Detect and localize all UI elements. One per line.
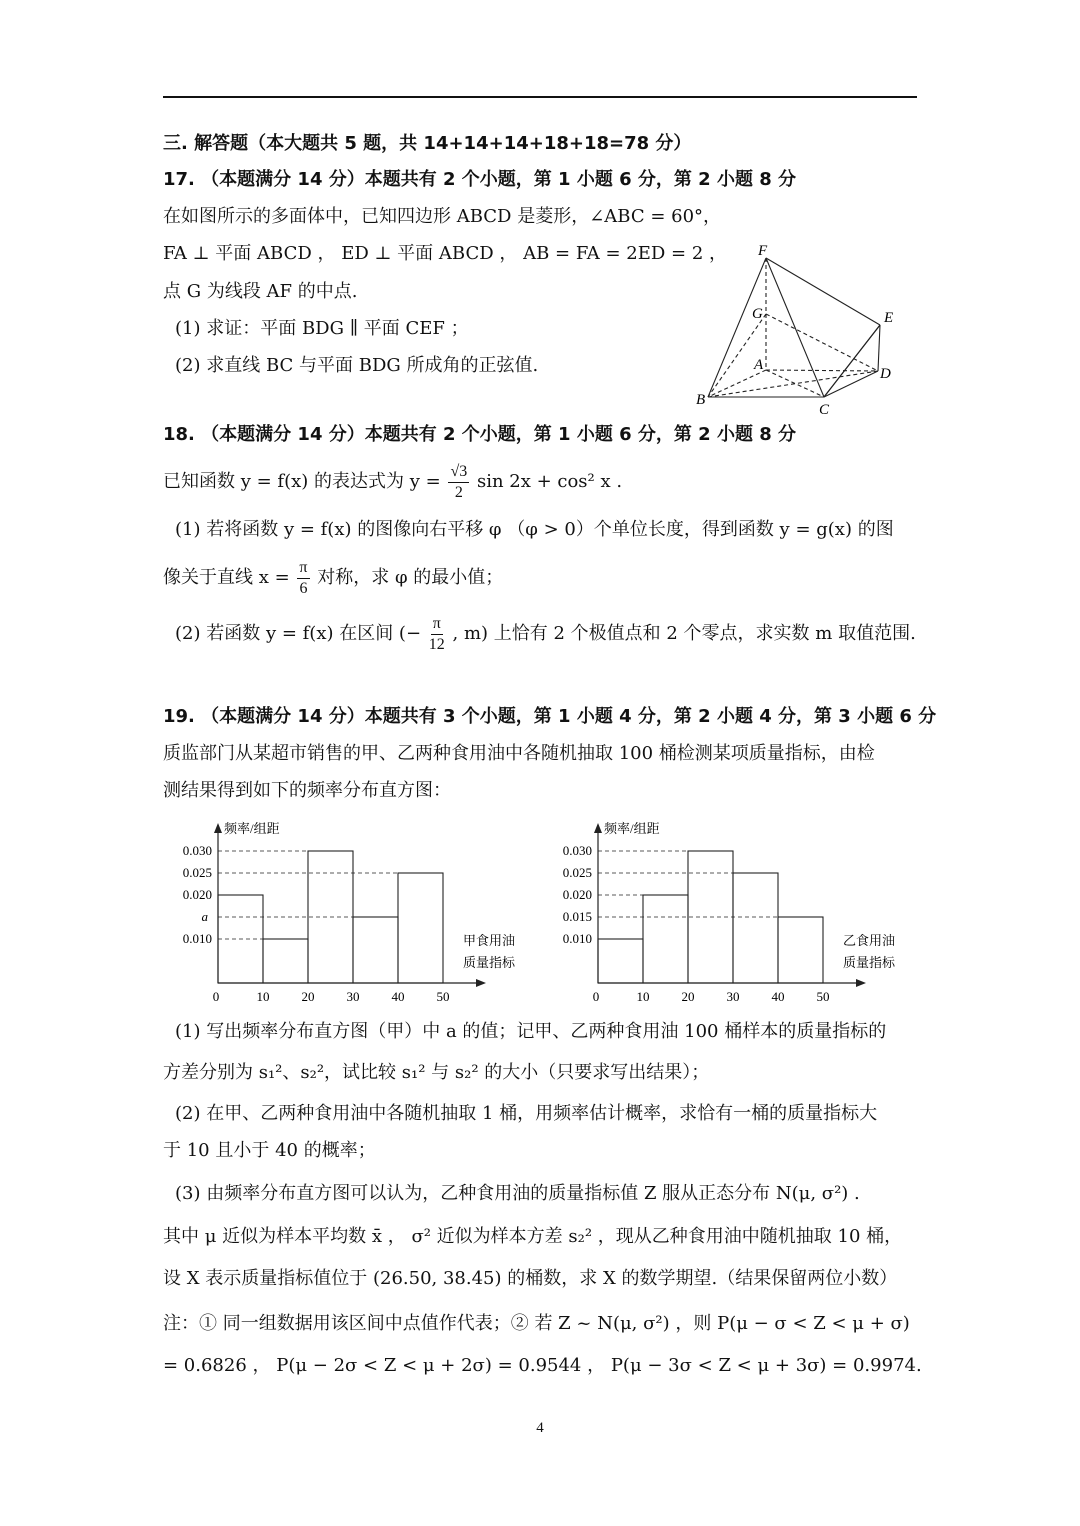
histogram-bar <box>778 917 823 983</box>
q17-line1: 在如图所示的多面体中，已知四边形 ABCD 是菱形，∠ABC = 60°， <box>163 206 722 227</box>
q19-part1-line2: 方差分别为 s₁²、s₂²，试比较 s₁² 与 s₂² 的大小（只要求写出结果）； <box>163 1062 710 1083</box>
x-tick-label: 20 <box>301 989 315 1004</box>
q18-intro-a: 已知函数 y = f(x) 的表达式为 y = <box>163 471 441 492</box>
y-tick-label: 0.010 <box>182 931 212 946</box>
q18-header: 18. （本题满分 14 分）本题共有 2 个小题，第 1 小题 6 分，第 2 小题 8 分 <box>163 424 797 445</box>
q19-part2-line2: 于 10 且小于 40 的概率； <box>163 1140 376 1161</box>
label-E: E <box>884 310 894 326</box>
label-G: G <box>752 306 763 322</box>
pi12-num: π <box>431 614 443 635</box>
y-tick-label: 0.015 <box>562 909 592 924</box>
x-axis-label-line1: 甲食用油 <box>463 933 516 948</box>
y-axis-label: 频率/组距 <box>604 821 660 836</box>
q19-note-line2: = 0.6826 ， P(μ − 2σ < Z < μ + 2σ) = 0.9544 ， P(μ − 3σ < Z < μ + 3σ) = 0.9974. <box>163 1355 922 1376</box>
q17-part1: (1) 求证：平面 BDG ∥ 平面 CEF ； <box>175 318 469 339</box>
q18-part1-line2 <box>163 556 503 600</box>
pi-num: π <box>297 558 309 579</box>
q18-part2 <box>175 612 916 656</box>
histogram-yi <box>550 815 910 1010</box>
q17-line2: FA ⊥ 平面 ABCD ， ED ⊥ 平面 ABCD ， AB = FA = 2ED = 2 ， <box>163 243 728 264</box>
y-tick-label: 0.025 <box>562 865 592 880</box>
page-number: 4 <box>536 1420 544 1436</box>
q19-part2-line1: (2) 在甲、乙两种食用油中各随机抽取 1 桶，用频率估计概率，求恰有一桶的质量指标大 <box>175 1103 878 1124</box>
y-axis-label: 频率/组距 <box>224 821 280 836</box>
x-axis-label-line2: 质量指标 <box>843 955 896 970</box>
y-axis-arrow <box>214 823 222 833</box>
y-tick-label: 0.025 <box>182 865 212 880</box>
label-A: A <box>754 357 764 373</box>
label-F: F <box>758 243 768 259</box>
q19-note-line1: 注：① 同一组数据用该区间中点值作代表；② 若 Z ~ N(μ, σ²) ，则 P(μ − σ < Z < μ + σ) <box>163 1313 910 1334</box>
q18-intro <box>163 460 622 504</box>
histogram-bar <box>398 873 443 983</box>
label-B: B <box>696 392 706 408</box>
histogram-bar <box>353 917 398 983</box>
section-title: 三. 解答题（本大题共 5 题，共 14+14+14+18+18=78 分） <box>163 133 692 154</box>
histogram-bar <box>733 873 778 983</box>
q19-header: 19. （本题满分 14 分）本题共有 3 个小题，第 1 小题 4 分，第 2 小题 4 分，第 3 小题 6 分 <box>163 706 937 727</box>
q18-part1-line2-b: 对称，求 φ 的最小值； <box>317 567 504 588</box>
x-tick-label: 0 <box>592 989 600 1004</box>
x-tick-label: 20 <box>681 989 695 1004</box>
histogram-bar <box>598 939 643 983</box>
q17-line3: 点 G 为线段 AF 的中点. <box>163 281 358 302</box>
q18-part1-line1: (1) 若将函数 y = f(x) 的图像向右平移 φ （φ > 0）个单位长度，得到函数 y = g(x) 的图 <box>175 519 894 540</box>
y-tick-label: 0.020 <box>562 887 592 902</box>
q19-part3-line1: (3) 由频率分布直方图可以认为，乙种食用油的质量指标值 Z 服从正态分布 N(μ, σ²) . <box>175 1183 860 1204</box>
histogram-bar <box>643 895 688 983</box>
x-tick-label: 40 <box>771 989 785 1004</box>
y-axis-arrow <box>594 823 602 833</box>
x-axis-label-line2: 质量指标 <box>463 955 516 970</box>
q19-part3-line2: 其中 μ 近似为样本平均数 x̄ ， σ² 近似为样本方差 s₂² ，现从乙种食用油中随机抽取 10 桶， <box>163 1226 903 1247</box>
y-tick-label: 0.010 <box>562 931 592 946</box>
x-tick-label: 50 <box>436 989 450 1004</box>
y-tick-label: 0.020 <box>182 887 212 902</box>
q19-intro1: 质监部门从某超市销售的甲、乙两种食用油中各随机抽取 100 桶检测某项质量指标，由检 <box>163 743 875 764</box>
q19-part1-line1: (1) 写出频率分布直方图（甲）中 a 的值；记甲、乙两种食用油 100 桶样本的质量指标的 <box>175 1021 887 1042</box>
q18-part2-a: (2) 若函数 y = f(x) 在区间 (− <box>175 623 422 644</box>
pi12-den: 12 <box>428 635 445 653</box>
x-tick-label: 30 <box>726 989 740 1004</box>
pi-over-6 <box>297 558 309 599</box>
x-tick-label: 10 <box>256 989 270 1004</box>
histogram-bar <box>263 939 308 983</box>
x-tick-label: 50 <box>816 989 830 1004</box>
label-C: C <box>819 402 830 418</box>
x-tick-label: 40 <box>391 989 405 1004</box>
histogram-jia <box>170 815 530 1010</box>
pi-over-12 <box>429 614 445 655</box>
header-rule <box>163 96 917 98</box>
y-tick-label: a <box>201 909 208 924</box>
x-axis-arrow <box>856 979 866 987</box>
q18-intro-b: sin 2x + cos² x . <box>476 471 623 492</box>
x-tick-label: 30 <box>346 989 360 1004</box>
y-tick-label: 0.030 <box>182 843 212 858</box>
y-tick-label: 0.030 <box>562 843 592 858</box>
label-D: D <box>880 366 891 382</box>
pi-den: 6 <box>299 579 308 597</box>
q17-part2: (2) 求直线 BC 与平面 BDG 所成角的正弦值. <box>175 355 539 376</box>
x-tick-label: 0 <box>212 989 220 1004</box>
frac-den: 2 <box>454 483 463 501</box>
q17-header: 17. （本题满分 14 分）本题共有 2 个小题，第 1 小题 6 分，第 2 小题 8 分 <box>163 169 797 190</box>
q18-part1-line2-a: 像关于直线 x = <box>163 567 290 588</box>
x-axis-label-line1: 乙食用油 <box>843 933 896 948</box>
q19-intro2: 测结果得到如下的频率分布直方图： <box>163 780 451 801</box>
polyhedron-figure <box>690 240 915 420</box>
sqrt3-over-2 <box>448 462 469 503</box>
x-tick-label: 10 <box>636 989 650 1004</box>
q18-part2-b: , m) 上恰有 2 个极值点和 2 个零点，求实数 m 取值范围. <box>452 623 916 644</box>
x-axis-arrow <box>476 979 486 987</box>
q19-part3-line3: 设 X 表示质量指标值位于 (26.50, 38.45) 的桶数，求 X 的数学期望.（结果保留两位小数） <box>163 1268 898 1289</box>
frac-num: √3 <box>448 462 469 483</box>
